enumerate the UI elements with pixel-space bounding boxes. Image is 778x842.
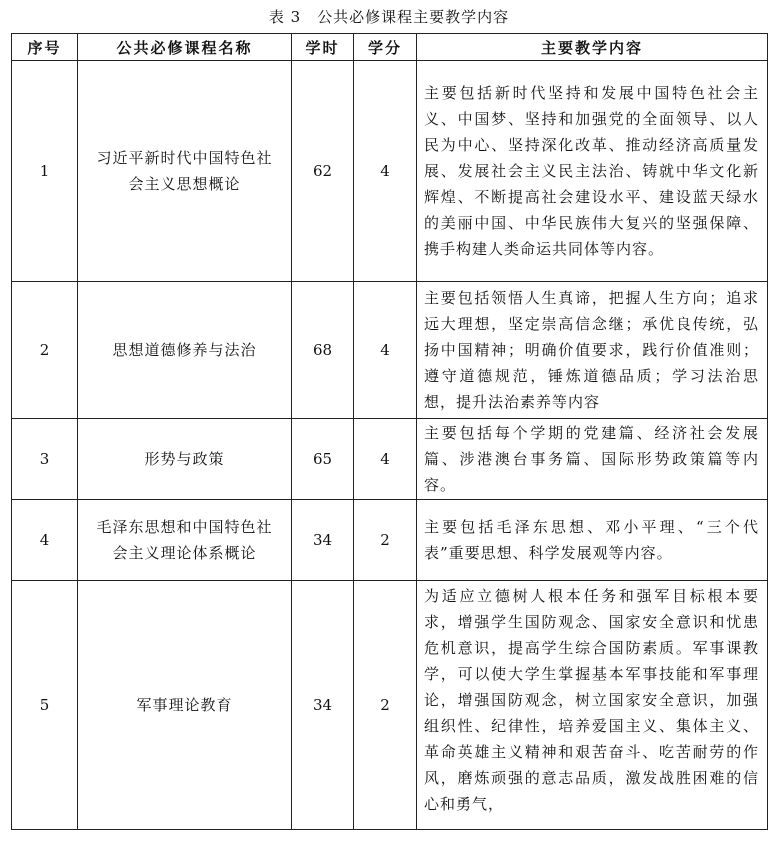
header-index: 序号 [12,34,78,61]
table-row [12,581,768,830]
table-caption [0,4,778,30]
header-content: 主要教学内容 [417,34,768,61]
curriculum-table [11,33,768,830]
cell-hours: 34 [292,500,354,581]
table-header-row [12,34,768,61]
cell-index: 4 [12,500,78,581]
cell-credits: 4 [354,61,417,282]
header-credits: 学分 [354,34,417,61]
cell-index: 2 [12,282,78,419]
cell-content: 主要包括毛泽东思想、邓小平理、“三个代表”重要思想、科学发展观等内容。 [417,500,768,581]
cell-index: 1 [12,61,78,282]
table-row [12,500,768,581]
cell-credits: 2 [354,500,417,581]
cell-hours: 68 [292,282,354,419]
cell-hours: 65 [292,419,354,500]
cell-course-name: 军事理论教育 [78,581,292,830]
cell-course-name: 思想道德修养与法治 [78,282,292,419]
cell-content: 主要包括领悟人生真谛，把握人生方向；追求远大理想，坚定崇高信念继；承优良传统，弘扬中国精神；明确价值要求，践行价值准则；遵守道德规范，锤炼道德品质；学习法治思想，提升法治素养等内容 [417,282,768,419]
cell-credits: 2 [354,581,417,830]
cell-index: 5 [12,581,78,830]
cell-hours: 62 [292,61,354,282]
cell-hours: 34 [292,581,354,830]
table-number: 表 3 [268,8,302,26]
header-hours: 学时 [292,34,354,61]
cell-course-name: 习近平新时代中国特色社会主义思想概论 [78,61,292,282]
table-title: 公共必修课程主要教学内容 [317,8,510,26]
cell-course-name: 毛泽东思想和中国特色社会主义理论体系概论 [78,500,292,581]
cell-content: 主要包括每个学期的党建篇、经济社会发展篇、涉港澳台事务篇、国际形势政策篇等内容。 [417,419,768,500]
cell-course-name: 形势与政策 [78,419,292,500]
table-row [12,61,768,282]
cell-content: 为适应立德树人根本任务和强军目标根本要求，增强学生国防观念、国家安全意识和忧患危机意识，提高学生综合国防素质。军事课教学，可以使大学生掌握基本军事技能和军事理论，增强国防观念，树立国家安全意识，加强组织性、纪律性，培养爱国主义、集体主义、革命英雄主义精神和艰苦奋斗、吃苦耐劳的作风，磨炼顽强的意志品质，激发战胜困难的信心和勇气， [417,581,768,830]
cell-credits: 4 [354,282,417,419]
cell-credits: 4 [354,419,417,500]
table-row [12,419,768,500]
cell-index: 3 [12,419,78,500]
table-row [12,282,768,419]
header-course-name: 公共必修课程名称 [78,34,292,61]
cell-content: 主要包括新时代坚持和发展中国特色社会主义、中国梦、坚持和加强党的全面领导、以人民为中心、坚持深化改革、推动经济高质量发展、发展社会主义民主法治、铸就中华文化新辉煌、不断提高社会建设水平、建设蓝天绿水的美丽中国、中华民族伟大复兴的坚强保障、携手构建人类命运共同体等内容。 [417,61,768,282]
